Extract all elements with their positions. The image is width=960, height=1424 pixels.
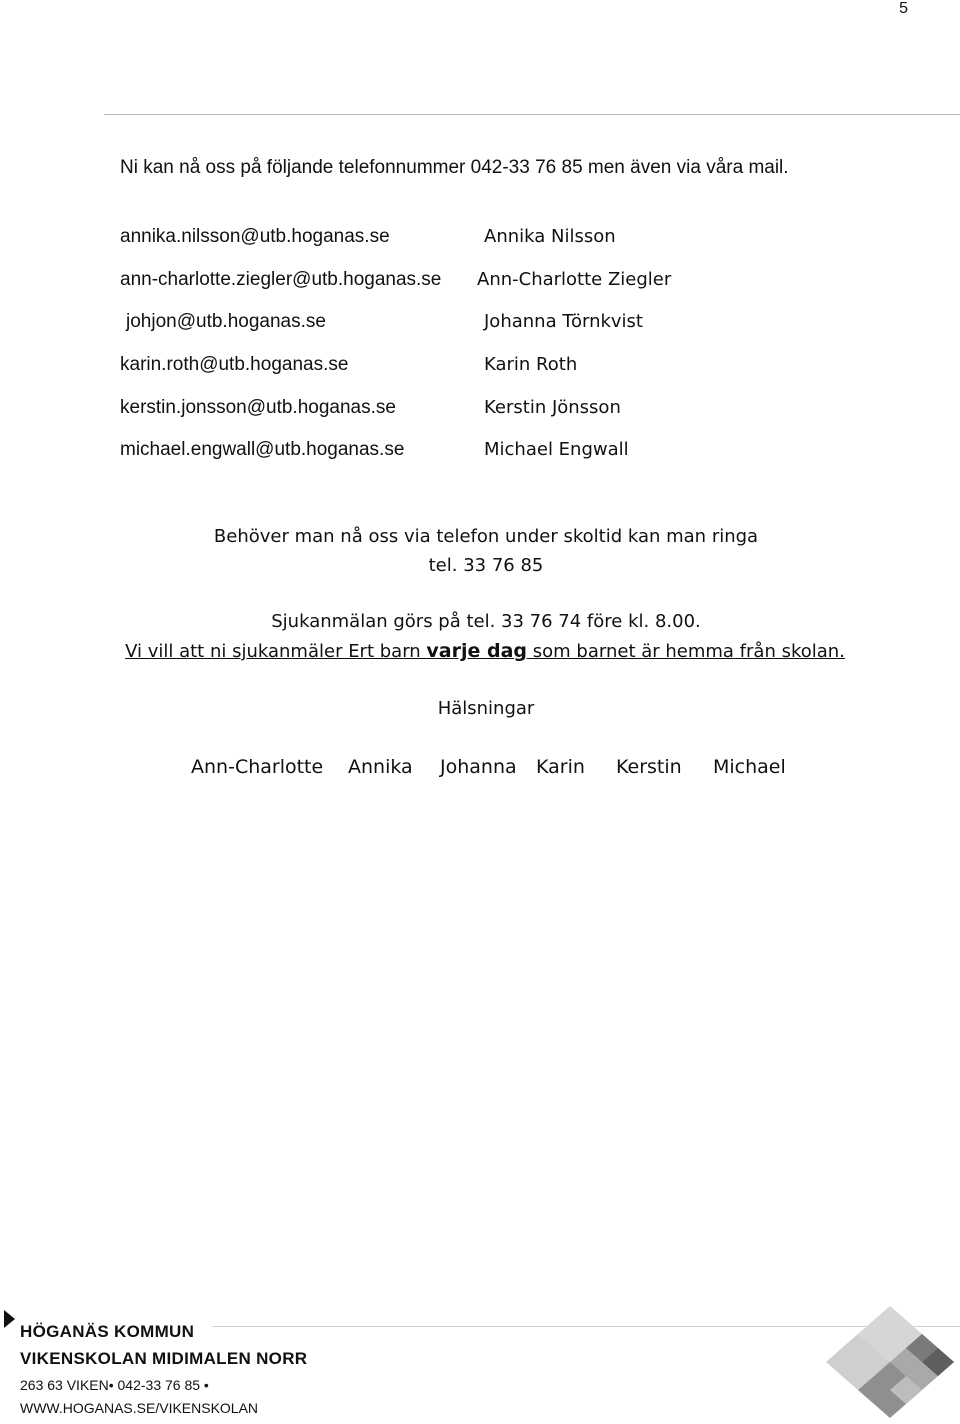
footer-website[interactable]: WWW.HOGANAS.SE/VIKENSKOLAN [20, 1400, 259, 1416]
contact-name: Michael Engwall [484, 439, 629, 460]
contact-name: Johanna Törnkvist [484, 311, 643, 332]
contact-name: Annika Nilsson [484, 226, 616, 247]
signature-name: Karin [536, 756, 585, 778]
contact-name: Kerstin Jönsson [484, 397, 621, 418]
contact-email[interactable]: karin.roth@utb.hoganas.se [120, 354, 349, 375]
footer-org: HÖGANÄS KOMMUN [20, 1322, 195, 1341]
arrow-icon [4, 1310, 15, 1328]
header-divider [104, 114, 960, 115]
footer-school: VIKENSKOLAN MIDIMALEN NORR [20, 1349, 308, 1368]
phone-note-line1: Behöver man nå oss via telefon under skoltid kan man ringa [213, 526, 759, 547]
signature-name: Michael [713, 756, 786, 778]
contact-email[interactable]: annika.nilsson@utb.hoganas.se [120, 226, 390, 247]
footer [0, 1300, 960, 1424]
contact-email[interactable]: kerstin.jonsson@utb.hoganas.se [120, 397, 396, 418]
contact-name: Ann-Charlotte Ziegler [477, 269, 672, 290]
sick-request-emphasis: varje dag [426, 640, 528, 662]
signature-name: Annika [348, 756, 413, 778]
page-number: 5 [899, 0, 908, 17]
sick-request-pre: Vi vill att ni sjukanmäler Ert barn [125, 641, 427, 662]
phone-note-line2: tel. 33 76 85 [428, 555, 544, 576]
signature-name: Kerstin [616, 756, 682, 778]
contact-email[interactable]: ann-charlotte.ziegler@utb.hoganas.se [120, 269, 442, 290]
footer-address: 263 63 VIKEN• 042-33 76 85 • [20, 1377, 209, 1393]
municipality-logo-icon [820, 1300, 960, 1424]
sick-note: Sjukanmälan görs på tel. 33 76 74 före kl. 8.00. [271, 611, 701, 632]
signature-name: Ann-Charlotte [191, 756, 324, 778]
signature-name: Johanna [440, 756, 517, 778]
greeting: Hälsningar [437, 698, 535, 719]
contact-email[interactable]: johjon@utb.hoganas.se [126, 311, 326, 332]
contact-name: Karin Roth [484, 354, 578, 375]
sick-request-post: som barnet är hemma från skolan. [527, 641, 845, 662]
sick-request [0, 640, 960, 662]
contact-email[interactable]: michael.engwall@utb.hoganas.se [120, 439, 405, 460]
intro-text: Ni kan nå oss på följande telefonnummer 042-33 76 85 men även via våra mail. [120, 157, 789, 178]
